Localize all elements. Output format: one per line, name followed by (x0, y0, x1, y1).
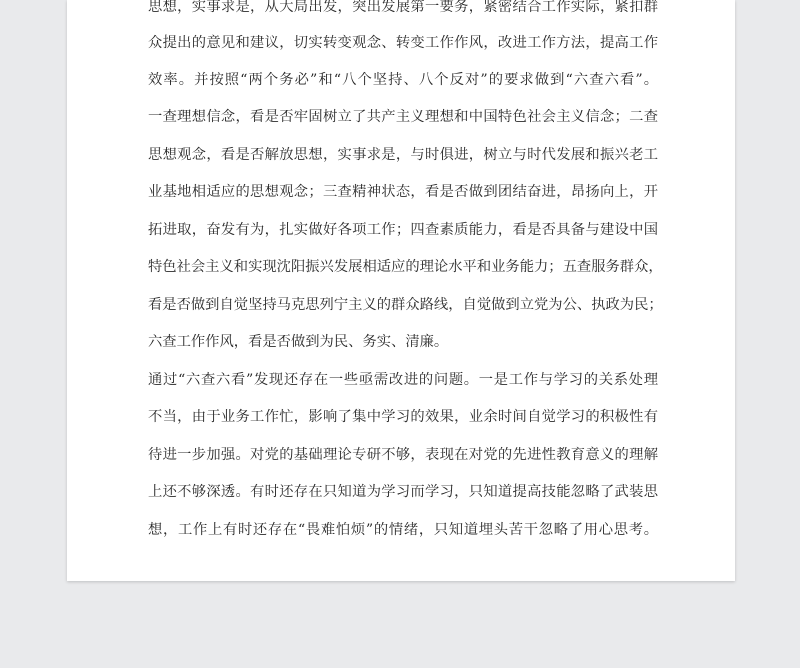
text-line: 一查理想信念，看是否牢固树立了共产主义理想和中国特色社会主义信念；二查 (148, 109, 658, 125)
text-line: 上还不够深透。有时还存在只知道为学习而学习，只知道提高技能忽略了武装思 (148, 484, 658, 500)
text-line: 效率。并按照“两个务必”和“八个坚持、八个反对”的要求做到“六查六看”。 (148, 72, 658, 88)
text-line: 拓进取，奋发有为，扎实做好各项工作；四查素质能力，看是否具备与建设中国 (148, 222, 658, 238)
text-line: 六查工作作风，看是否做到为民、务实、清廉。 (148, 334, 449, 350)
text-line: 想，工作上有时还存在“畏难怕烦”的情绪，只知道埋头苦干忽略了用心思考。 (148, 522, 658, 538)
text-line: 众提出的意见和建议，切实转变观念、转变工作作风，改进工作方法，提高工作 (148, 35, 658, 51)
text-line: 待进一步加强。对党的基础理论专研不够，表现在对党的先进性教育意义的理解 (148, 447, 658, 463)
text-line: 思想，实事求是，从大局出发，突出发展第一要务，紧密结合工作实际，紧扣群 (148, 0, 658, 15)
text-line: 思想观念，看是否解放思想，实事求是，与时俱进，树立与时代发展和振兴老工 (148, 147, 658, 163)
text-line: 业基地相适应的思想观念；三查精神状态，看是否做到团结奋进，昂扬向上，开 (148, 184, 658, 200)
document-page (67, 0, 735, 581)
text-line: 看是否做到自觉坚持马克思列宁主义的群众路线，自觉做到立党为公、执政为民； (148, 297, 663, 313)
text-line: 特色社会主义和实现沈阳振兴发展相适应的理论水平和业务能力；五查服务群众， (148, 259, 663, 275)
text-line: 通过“六查六看”发现还存在一些亟需改进的问题。一是工作与学习的关系处理 (148, 372, 658, 388)
text-line: 不当，由于业务工作忙，影响了集中学习的效果，业余时间自觉学习的积极性有 (148, 409, 658, 425)
